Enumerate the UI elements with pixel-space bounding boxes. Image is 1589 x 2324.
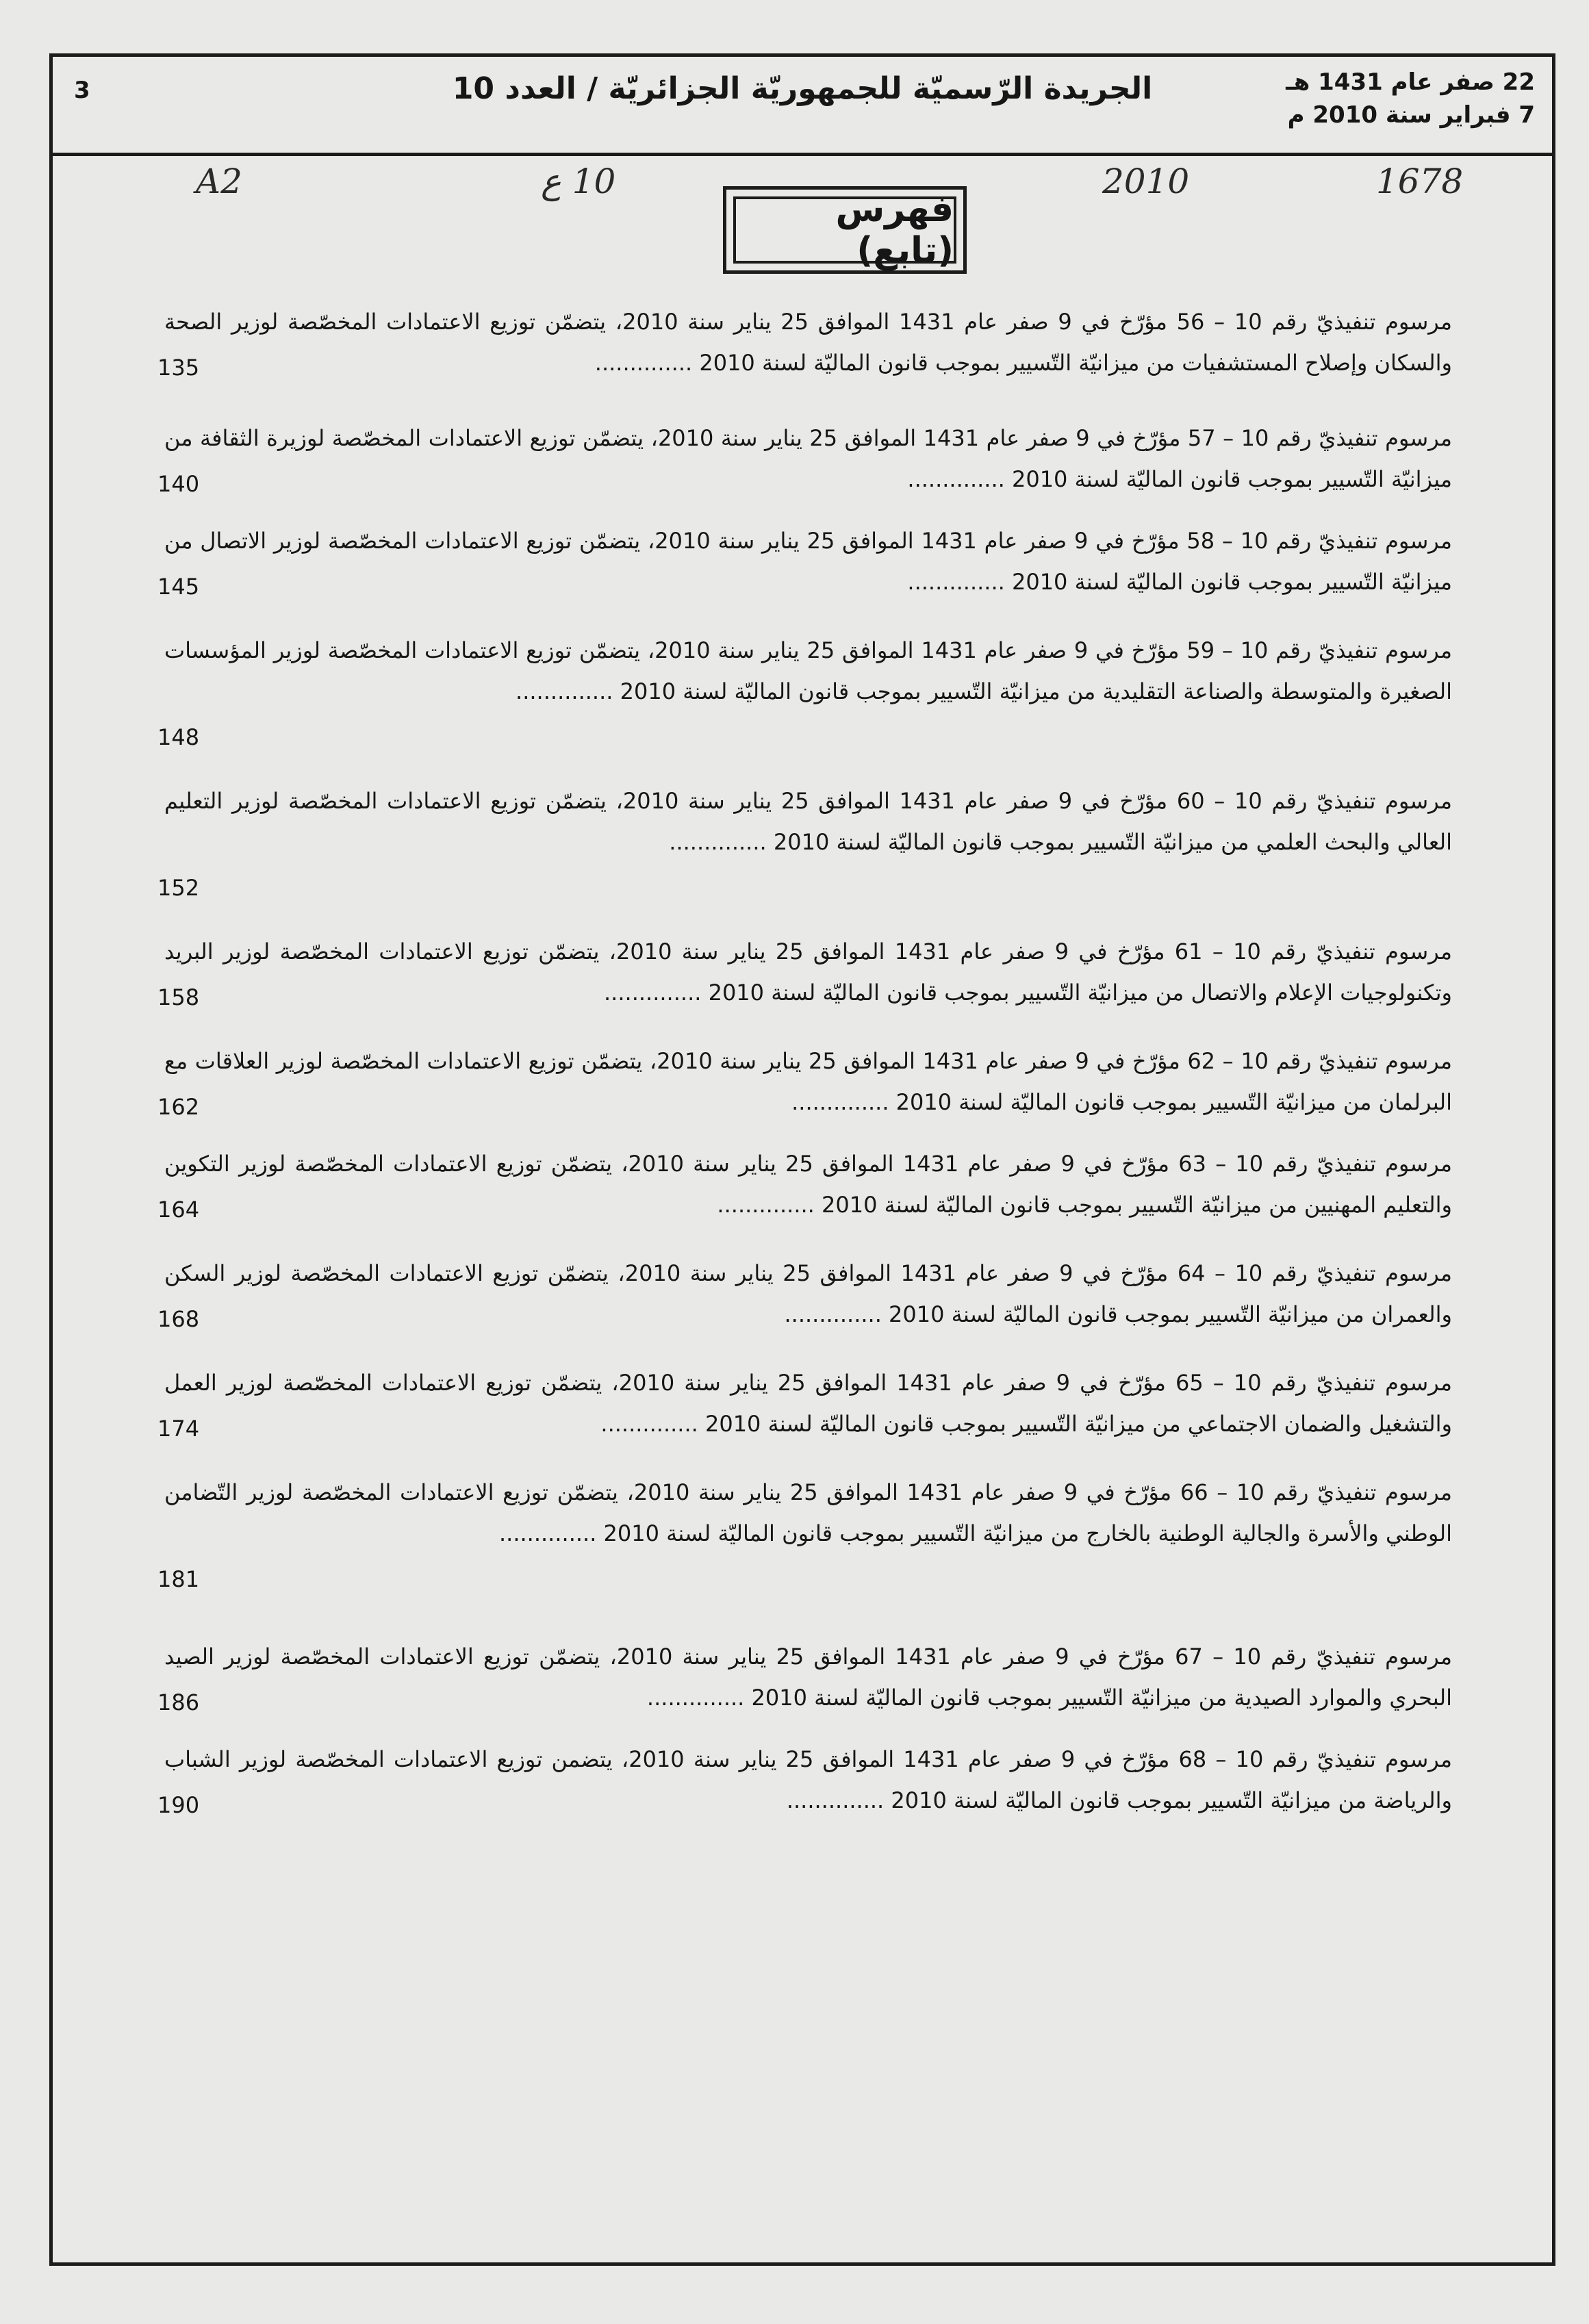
index-entry <box>164 780 1452 910</box>
index-entry-text: مرسوم تنفيذيّ رقم 10 – 60 مؤرّخ في 9 صفر عام 1431 الموافق 25 يناير سنة 2010، يتضمّن توزيع الاعتمادات المخصّصة لوزير التعليم العالي والبحث العلمي من ميزانيّة التّسيير بموجب قانون الماليّة لسنة 2010 .............. <box>164 788 1452 855</box>
index-entry-text: مرسوم تنفيذيّ رقم 10 – 65 مؤرّخ في 9 صفر عام 1431 الموافق 25 يناير سنة 2010، يتضمّن توزيع الاعتمادات المخصّصة لوزير العمل والتشغيل والضمان الاجتماعي من ميزانيّة التّسيير بموجب قانون الماليّة لسنة 2010 .............. <box>164 1370 1453 1437</box>
index-entry-text: مرسوم تنفيذيّ رقم 10 – 56 مؤرّخ في 9 صفر عام 1431 الموافق 25 يناير سنة 2010، يتضمّن توزيع الاعتمادات المخصّصة لوزير الصحة والسكان وإصلاح المستشفيات من ميزانيّة التّسيير بموجب قانون الماليّة لسنة 2010 .............. <box>164 309 1453 376</box>
index-entry-text: مرسوم تنفيذيّ رقم 10 – 58 مؤرّخ في 9 صفر عام 1431 الموافق 25 يناير سنة 2010، يتضمّن توزيع الاعتمادات المخصّصة لوزير الاتصال من ميزانيّة التّسيير بموجب قانون الماليّة لسنة 2010 .............. <box>164 528 1453 595</box>
index-entry-page: 135 <box>157 355 200 381</box>
handwritten-note-year: 2010 <box>1102 162 1190 201</box>
index-entry <box>164 1739 1452 1828</box>
index-title-box <box>723 186 967 274</box>
index-entry-text: مرسوم تنفيذيّ رقم 10 – 57 مؤرّخ في 9 صفر عام 1431 الموافق 25 يناير سنة 2010، يتضمّن توزيع الاعتمادات المخصّصة لوزيرة الثقافة من ميزانيّة التّسيير بموجب قانون الماليّة لسنة 2010 .............. <box>164 425 1453 492</box>
index-entry-page: 152 <box>157 875 200 901</box>
index-entry <box>164 1362 1452 1451</box>
index-entry <box>164 301 1452 390</box>
index-entry-text: مرسوم تنفيذيّ رقم 10 – 67 مؤرّخ في 9 صفر عام 1431 الموافق 25 يناير سنة 2010، يتضمّن توزيع الاعتمادات المخصّصة لوزير الصيد البحري والموارد الصيدية من ميزانيّة التّسيير بموجب قانون الماليّة لسنة 2010 .............. <box>164 1644 1453 1711</box>
index-title: فهرس (تابع) <box>733 196 956 264</box>
index-entry-page: 158 <box>157 984 200 1010</box>
index-entry-page: 140 <box>157 471 200 497</box>
handwritten-note-a2: A2 <box>196 162 242 201</box>
index-entry-page: 145 <box>157 574 200 600</box>
index-entry-page: 181 <box>157 1566 200 1592</box>
journal-title: الجريدة الرّسميّة للجمهوريّة الجزائريّة / العدد 10 <box>452 71 1153 106</box>
issue-date <box>1286 66 1535 131</box>
index-entry-page: 186 <box>157 1689 200 1715</box>
index-entry-page: 162 <box>157 1094 200 1120</box>
index-entry <box>164 1472 1452 1602</box>
index-entry <box>164 520 1452 609</box>
index-entry <box>164 630 1452 760</box>
index-entry <box>164 1636 1452 1725</box>
index-entry-page: 174 <box>157 1416 200 1442</box>
date-gregorian: 7 فبراير سنة 2010 م <box>1287 101 1535 129</box>
index-entry-text: مرسوم تنفيذيّ رقم 10 – 59 مؤرّخ في 9 صفر عام 1431 الموافق 25 يناير سنة 2010، يتضمّن توزيع الاعتمادات المخصّصة لوزير المؤسسات الصغيرة والمتوسطة والصناعة التقليدية من ميزانيّة التّسيير بموجب قانون الماليّة لسنة 2010 .............. <box>164 637 1453 704</box>
page-number: 3 <box>74 77 90 104</box>
index-entry-text: مرسوم تنفيذيّ رقم 10 – 62 مؤرّخ في 9 صفر عام 1431 الموافق 25 يناير سنة 2010، يتضمّن توزيع الاعتمادات المخصّصة لوزير العلاقات مع البرلمان من ميزانيّة التّسيير بموجب قانون الماليّة لسنة 2010 .............. <box>164 1048 1453 1115</box>
page-header <box>49 53 1555 156</box>
index-entry-page: 190 <box>157 1792 200 1818</box>
index-entry <box>164 1040 1452 1129</box>
index-entry <box>164 931 1452 1020</box>
index-entry-page: 148 <box>157 724 200 750</box>
index-entry-text: مرسوم تنفيذيّ رقم 10 – 68 مؤرّخ في 9 صفر عام 1431 الموافق 25 يناير سنة 2010، يتضمن توزيع الاعتمادات المخصّصة لوزير الشباب والرياضة من ميزانيّة التّسيير بموجب قانون الماليّة لسنة 2010 .............. <box>164 1746 1453 1813</box>
index-entry-page: 164 <box>157 1197 200 1223</box>
index-entry <box>164 1253 1452 1342</box>
index-entry <box>164 1143 1452 1232</box>
index-entry-text: مرسوم تنفيذيّ رقم 10 – 63 مؤرّخ في 9 صفر عام 1431 الموافق 25 يناير سنة 2010، يتضمّن توزيع الاعتمادات المخصّصة لوزير التكوين والتعليم المهنيين من ميزانيّة التّسيير بموجب قانون الماليّة لسنة 2010 .............. <box>164 1151 1453 1218</box>
index-entry-text: مرسوم تنفيذيّ رقم 10 – 61 مؤرّخ في 9 صفر عام 1431 الموافق 25 يناير سنة 2010، يتضمّن توزيع الاعتمادات المخصّصة لوزير البريد وتكنولوجيات الإعلام والاتصال من ميزانيّة التّسيير بموجب قانون الماليّة لسنة 2010 .............. <box>164 938 1453 1006</box>
index-entry-text: مرسوم تنفيذيّ رقم 10 – 66 مؤرّخ في 9 صفر عام 1431 الموافق 25 يناير سنة 2010، يتضمّن توزيع الاعتمادات المخصّصة لوزير التّضامن الوطني والأسرة والجالية الوطنية بالخارج من ميزانيّة التّسيير بموجب قانون الماليّة لسنة 2010 .............. <box>164 1479 1453 1546</box>
index-entry-page: 168 <box>157 1306 200 1332</box>
handwritten-note-issue: 10 ع <box>541 162 616 201</box>
index-entry-text: مرسوم تنفيذيّ رقم 10 – 64 مؤرّخ في 9 صفر عام 1431 الموافق 25 يناير سنة 2010، يتضمّن توزيع الاعتمادات المخصّصة لوزير السكن والعمران من ميزانيّة التّسيير بموجب قانون الماليّة لسنة 2010 .............. <box>164 1260 1453 1327</box>
index-entry <box>164 418 1452 507</box>
date-hijri: 22 صفر عام 1431 هـ <box>1286 68 1535 96</box>
handwritten-note-number: 1678 <box>1376 162 1464 201</box>
